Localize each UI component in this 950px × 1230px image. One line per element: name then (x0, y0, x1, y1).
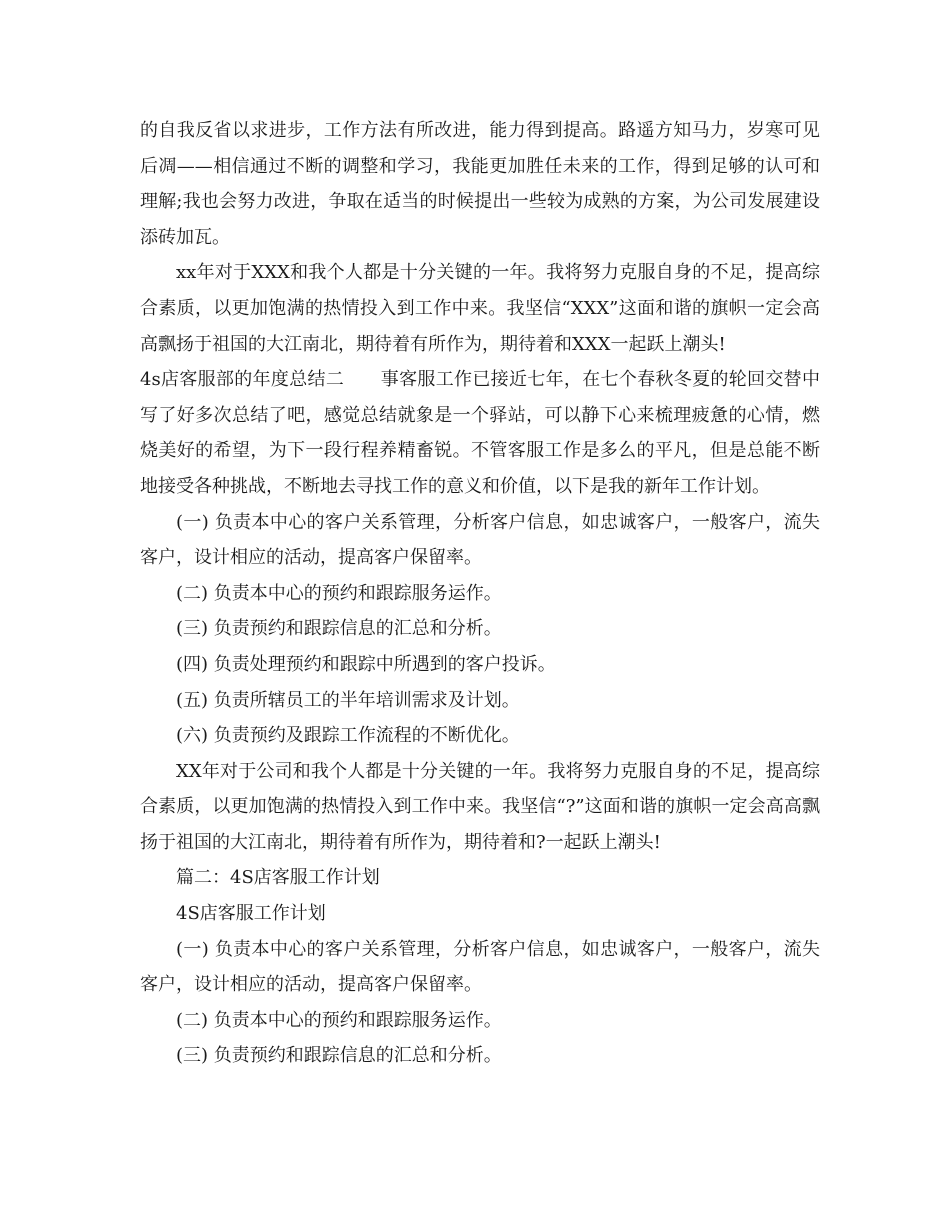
list-item: (六) 负责预约及跟踪工作流程的不断优化。 (176, 725, 520, 747)
list-item: (一) 负责本中心的客户关系管理，分析客户信息，如忠诚客户，一般客户，流失客户，设计相应的活动，提高客户保留率。 (140, 511, 820, 569)
list-item: (二) 负责本中心的预约和跟踪服务运作。 (176, 582, 502, 604)
list-item: (四) 负责处理预约和跟踪中所遇到的客户投诉。 (176, 653, 556, 675)
list-item: (一) 负责本中心的客户关系管理，分析客户信息，如忠诚客户，一般客户，流失客户，设计相应的活动，提高客户保留率。 (140, 938, 820, 996)
list-item: (五) 负责所辖员工的半年培训需求及计划。 (176, 689, 520, 711)
body-paragraph: xx年对于XXX和我个人都是十分关键的一年。我将努力克服自身的不足，提高综合素质，以更加饱满的热情投入到工作中来。我坚信“XXX”这面和谐的旗帜一定会高高飘扬于祖国的大江南北，期待着有所作为，期待着和XXX一起跃上潮头! (140, 262, 820, 355)
body-paragraph: 的自我反省以求进步，工作方法有所改进，能力得到提高。路遥方知马力，岁寒可见后凋——相信通过不断的调整和学习，我能更加胜任未来的工作，得到足够的认可和理解;我也会努力改进，争取在适当的时候提出一些较为成熟的方案，为公司发展建设添砖加瓦。 (140, 120, 820, 248)
section-subheading: 4S店客服工作计划 (176, 903, 326, 925)
list-item: (二) 负责本中心的预约和跟踪服务运作。 (176, 1009, 502, 1031)
body-paragraph: XX年对于公司和我个人都是十分关键的一年。我将努力克服自身的不足，提高综合素质，以更加饱满的热情投入到工作中来。我坚信“?”这面和谐的旗帜一定会高高飘扬于祖国的大江南北，期待着有所作为，期待着和?一起跃上潮头! (140, 760, 820, 853)
document-body (140, 113, 820, 1074)
body-paragraph: 4s店客服部的年度总结二 事客服工作已接近七年，在七个春秋冬夏的轮回交替中写了好多次总结了吧，感觉总结就象是一个驿站，可以静下心来梳理疲惫的心情，燃烧美好的希望，为下一段行程养精畜锐。不管客服工作是多么的平凡，但是总能不断地接受各种挑战，不断地去寻找工作的意义和价值，以下是我的新年工作计划。 (140, 369, 820, 497)
list-item: (三) 负责预约和跟踪信息的汇总和分析。 (176, 618, 502, 640)
list-item: (三) 负责预约和跟踪信息的汇总和分析。 (176, 1045, 502, 1067)
section-heading: 篇二：4S店客服工作计划 (176, 867, 380, 889)
